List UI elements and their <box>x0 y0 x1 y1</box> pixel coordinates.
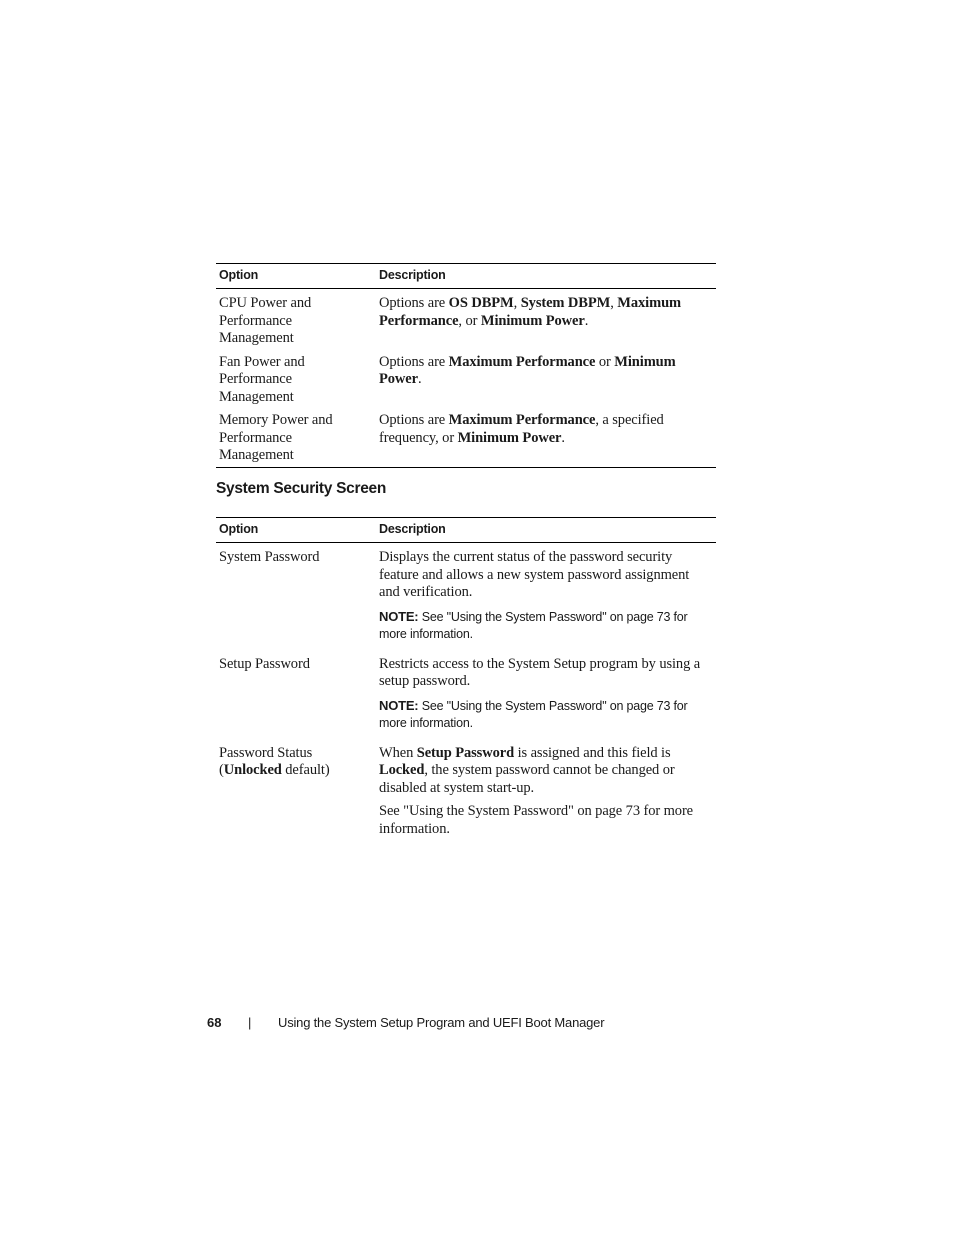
option-cell: Password Status (Unlocked default) <box>219 744 330 778</box>
table-row <box>216 543 716 650</box>
option-cell: Setup Password <box>219 655 310 672</box>
description-cell <box>376 543 716 650</box>
section-heading: System Security Screen <box>216 480 387 497</box>
description-cell <box>376 650 716 739</box>
description-text-see-also: See "Using the System Password" on page 73 for more information. <box>379 803 694 837</box>
description-text: When Setup Password is assigned and this field is Locked, the system password cannot be changed or disabled at system start-up. <box>379 744 675 796</box>
table-header-row <box>216 264 716 289</box>
description-cell: Options are Maximum Performance, a specified frequency, or Minimum Power. <box>379 412 664 446</box>
option-cell: CPU Power and Performance Management <box>219 295 312 346</box>
power-options-table <box>216 263 716 468</box>
page-number: 68 <box>207 1015 222 1030</box>
table-row <box>216 289 716 348</box>
option-cell: Fan Power and Performance Management <box>219 353 305 405</box>
table-header-row <box>216 518 716 543</box>
description-text: Restricts access to the System Setup program by using a setup password. <box>379 655 701 689</box>
note: NOTE: See "Using the System Password" on page 73 for more information. <box>379 697 688 730</box>
note: NOTE: See "Using the System Password" on page 73 for more information. <box>379 608 688 641</box>
column-header-option: Option <box>216 264 376 289</box>
table-row <box>216 739 716 847</box>
security-options-table <box>216 517 716 846</box>
note-label: NOTE: <box>379 697 419 713</box>
description-cell: Options are Maximum Performance or Minimum Power. <box>379 353 676 387</box>
column-header-description: Description <box>376 518 716 543</box>
table-row <box>216 406 716 467</box>
option-cell: System Password <box>219 549 320 565</box>
footer-chapter-title: Using the System Setup Program and UEFI Boot Manager <box>278 1015 605 1030</box>
column-header-description: Description <box>376 264 716 289</box>
description-text: Displays the current status of the password security feature and allows a new system password assignment and verification. <box>379 549 690 600</box>
description-cell <box>376 739 716 847</box>
footer-separator: | <box>248 1015 252 1030</box>
column-header-option: Option <box>216 518 376 543</box>
note-label: NOTE: <box>379 608 419 624</box>
description-cell: Options are OS DBPM, System DBPM, Maximum Performance, or Minimum Power. <box>379 295 682 329</box>
table-row <box>216 650 716 739</box>
table-row <box>216 348 716 407</box>
option-cell: Memory Power and Performance Management <box>219 412 333 463</box>
